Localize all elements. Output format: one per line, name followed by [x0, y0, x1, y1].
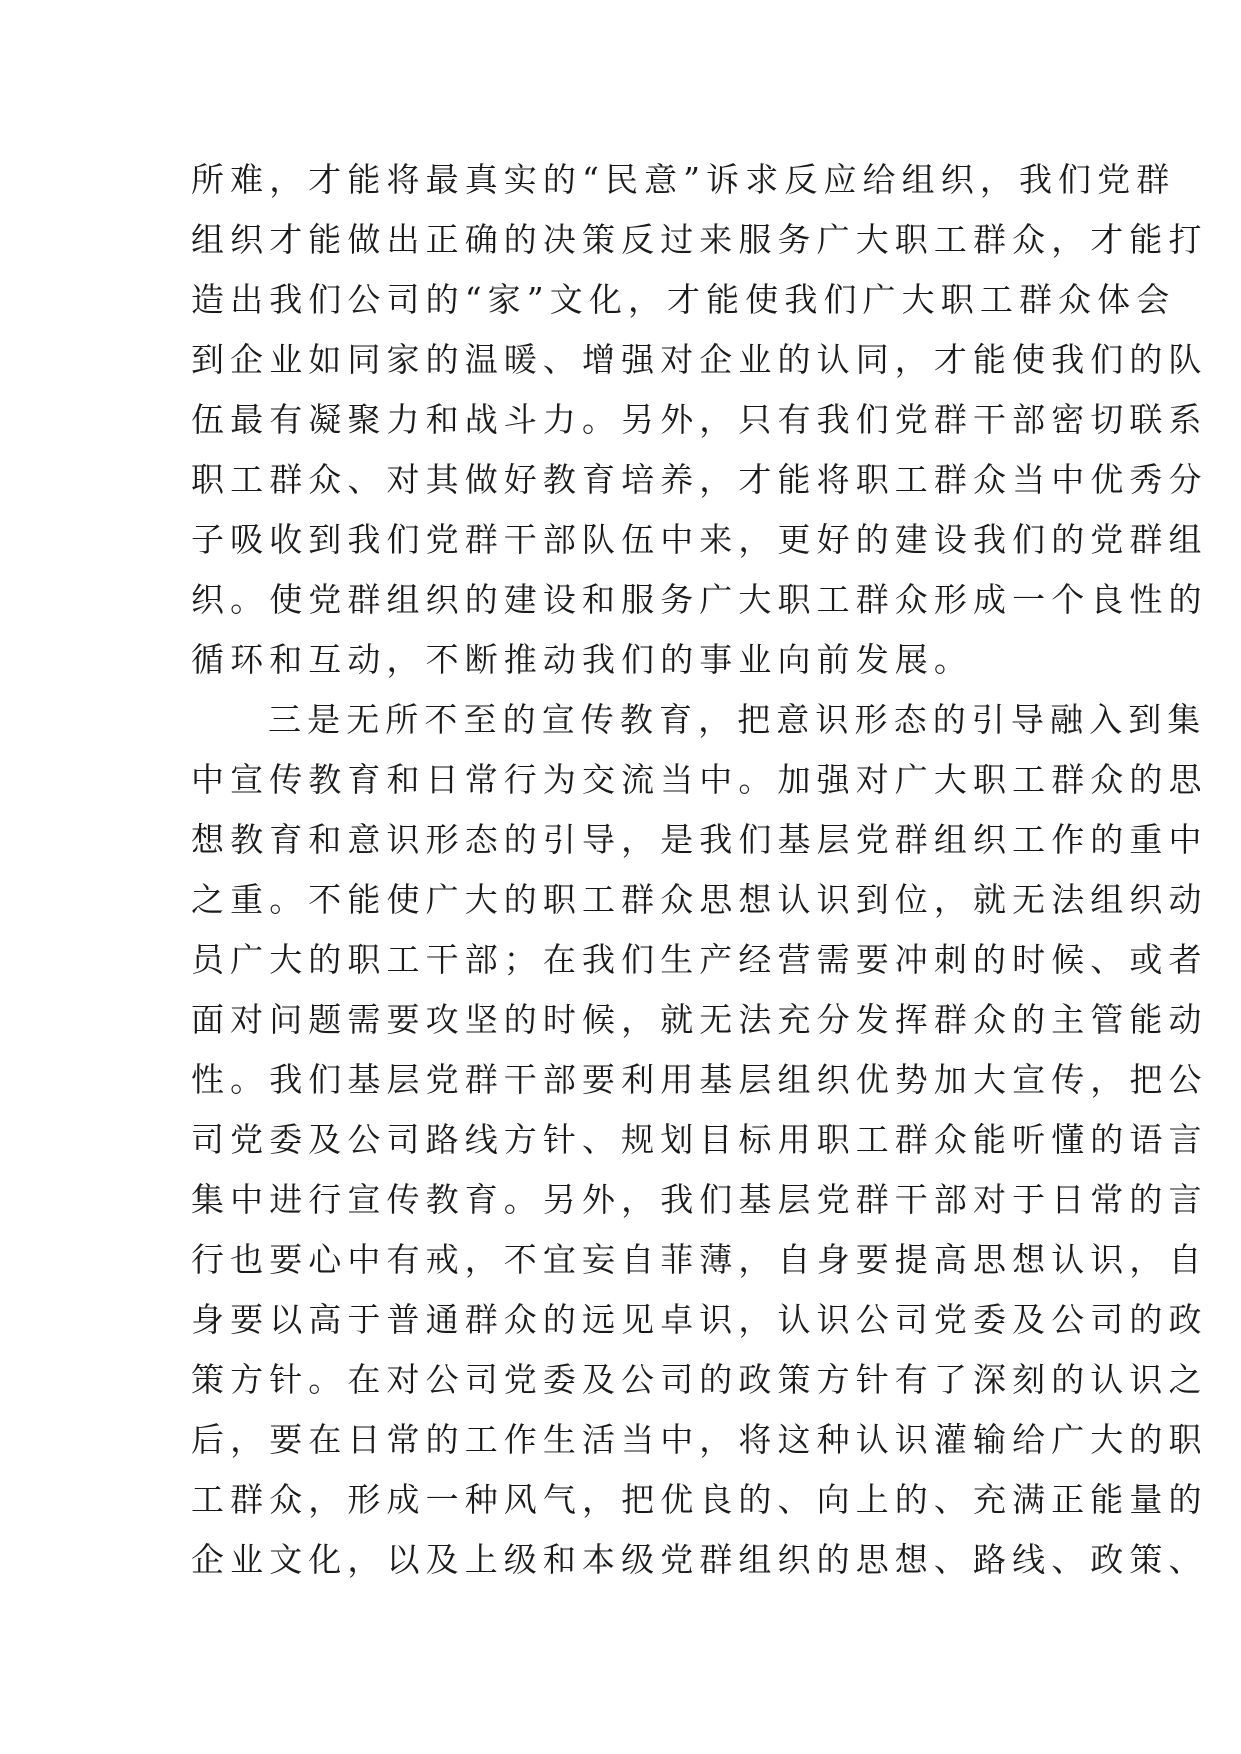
text-line: 中宣传教育和日常行为交流当中。加强对广大职工群众的思 — [191, 760, 1208, 799]
body-text — [191, 150, 1208, 1590]
text-line: 循环和互动，不断推动我们的事业向前发展。 — [191, 640, 973, 679]
text-line: 所难，才能将最真实的“民意”诉求反应给组织，我们党群 — [191, 160, 1176, 199]
text-line: 伍最有凝聚力和战斗力。另外，只有我们党群干部密切联系 — [191, 400, 1208, 439]
text-line: 之重。不能使广大的职工群众思想认识到位，就无法组织动 — [191, 880, 1208, 919]
paragraph-1 — [191, 150, 1208, 690]
text-line: 子吸收到我们党群干部队伍中来，更好的建设我们的党群组 — [191, 520, 1208, 559]
text-line: 策方针。在对公司党委及公司的政策方针有了深刻的认识之 — [191, 1360, 1208, 1399]
text-line: 司党委及公司路线方针、规划目标用职工群众能听懂的语言 — [191, 1120, 1208, 1159]
text-line: 员广大的职工干部；在我们生产经营需要冲刺的时候、或者 — [191, 940, 1208, 979]
text-line: 集中进行宣传教育。另外，我们基层党群干部对于日常的言 — [191, 1180, 1208, 1219]
text-line: 性。我们基层党群干部要利用基层组织优势加大宣传，把公 — [191, 1060, 1208, 1099]
text-line-indented: 三是无所不至的宣传教育，把意识形态的引导融入到集 — [268, 700, 1207, 739]
text-line: 到企业如同家的温暖、增强对企业的认同，才能使我们的队 — [191, 340, 1208, 379]
text-line: 想教育和意识形态的引导，是我们基层党群组织工作的重中 — [191, 820, 1208, 859]
text-line: 行也要心中有戒，不宜妄自菲薄，自身要提高思想认识，自 — [191, 1240, 1208, 1279]
text-line: 织。使党群组织的建设和服务广大职工群众形成一个良性的 — [191, 580, 1208, 619]
text-line: 后，要在日常的工作生活当中，将这种认识灌输给广大的职 — [191, 1420, 1208, 1459]
text-line: 企业文化，以及上级和本级党群组织的思想、路线、政策、 — [191, 1540, 1208, 1579]
text-line: 面对问题需要攻坚的时候，就无法充分发挥群众的主管能动 — [191, 1000, 1208, 1039]
text-line: 造出我们公司的“家”文化，才能使我们广大职工群众体会 — [191, 280, 1176, 319]
text-line: 职工群众、对其做好教育培养，才能将职工群众当中优秀分 — [191, 460, 1208, 499]
text-line: 身要以高于普通群众的远见卓识，认识公司党委及公司的政 — [191, 1300, 1208, 1339]
paragraph-2 — [191, 690, 1208, 1590]
text-line: 组织才能做出正确的决策反过来服务广大职工群众，才能打 — [191, 220, 1208, 259]
text-line: 工群众，形成一种风气，把优良的、向上的、充满正能量的 — [191, 1480, 1208, 1519]
